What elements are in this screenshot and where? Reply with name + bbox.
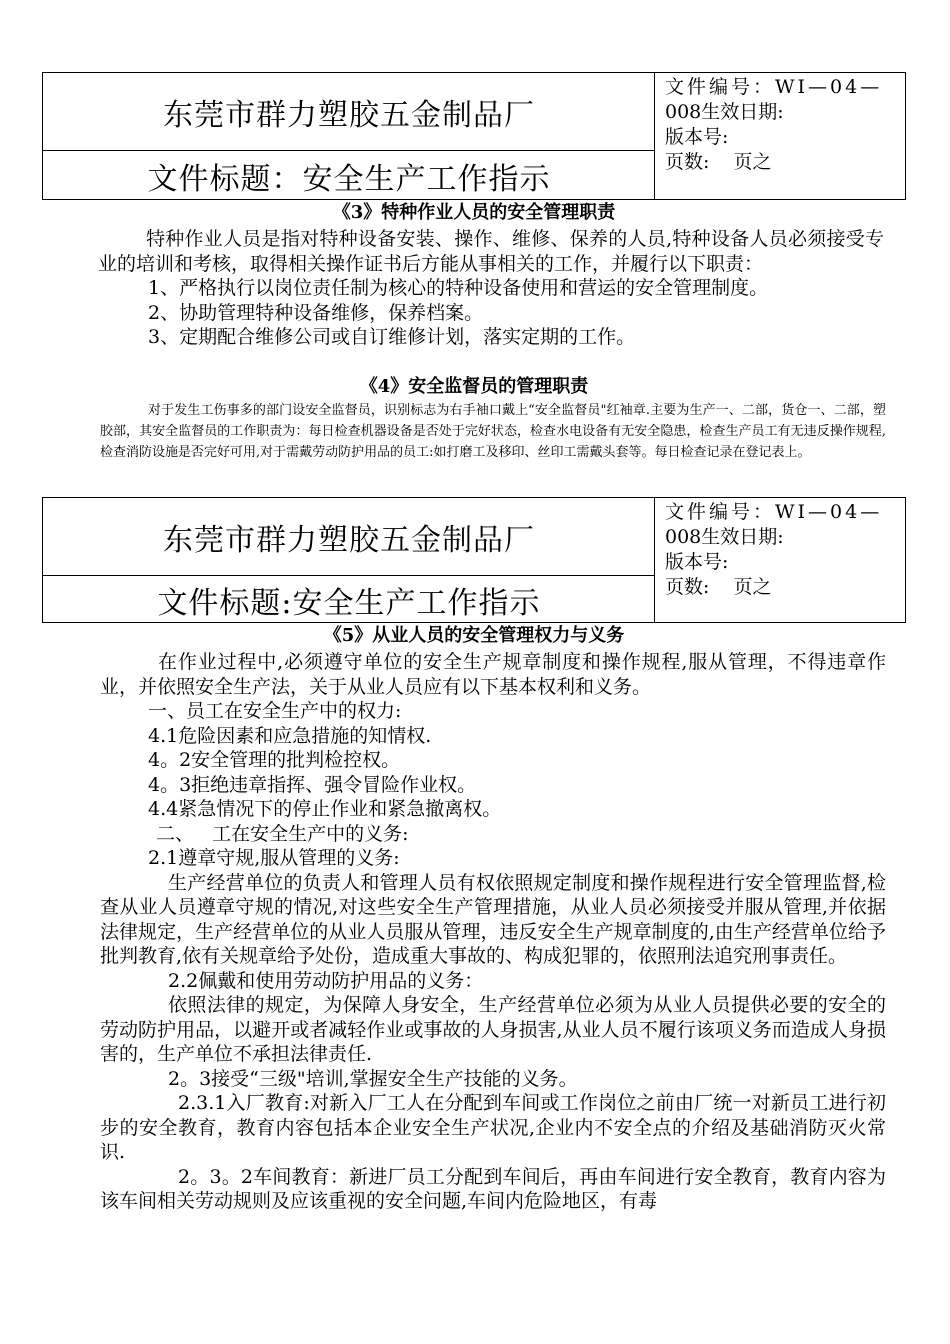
duty-body: 依照法律的规定，为保障人身安全，生产经营单位必须为从业人员提供必要的安全的劳动防护用品，以避开或者减轻作业或事故的人身损害,从业人员不履行该项义务而造成人身损害的，生产单位不承担法律责任. [100, 994, 886, 1065]
header-left-cells [43, 498, 655, 622]
company-name: 东莞市群力塑胶五金制品厂 [43, 73, 655, 151]
document-meta [665, 500, 903, 600]
section-3-item: 2、协助管理特种设备维修，保养档案。 [148, 301, 484, 324]
file-number: 文件编号：WI—04— [665, 76, 883, 98]
page-count: 页数: 页之 [665, 151, 772, 173]
document-header [42, 497, 906, 623]
rights-item: 4.4紧急情况下的停止作业和紧急撤离权。 [148, 798, 502, 820]
rights-item: 4。3拒绝违章指挥、强令冒险作业权。 [148, 773, 477, 796]
effective-date: 008生效日期: [665, 101, 784, 123]
duty-subitem: 2.3.1入厂教育:对新入厂工人在分配到车间或工作岗位之前由厂统一对新员工进行初步的安全教育，教育内容包括本企业安全生产状况,企业内不安全点的介绍及基础消防灭火常识. [100, 1092, 886, 1163]
file-number: 文件编号：WI—04— [665, 501, 883, 523]
section-4-body [100, 400, 886, 463]
document-title: 文件标题：安全生产工作指示 [147, 162, 551, 197]
header-left-cells [43, 73, 655, 199]
effective-date: 008生效日期: [665, 526, 784, 548]
document-meta [665, 75, 903, 175]
rights-heading: 一、员工在安全生产中的权力: [148, 700, 402, 722]
duty-heading: 2.1遵章守规,服从管理的义务: [148, 847, 400, 869]
section-5-intro: 在作业过程中,必须遵守单位的安全生产规章制度和操作规程,服从管理，不得违章作业，并依照安全生产法，关于从业人员应有以下基本权利和义务。 [100, 651, 886, 698]
duty-heading: 2.2佩戴和使用劳动防护用品的义务： [168, 969, 484, 992]
rights-item: 4。2安全管理的批判检控权。 [148, 749, 401, 771]
version-number: 版本号: [665, 551, 729, 573]
section-3-item: 3、定期配合维修公司或自订维修计划，落实定期的工作。 [148, 326, 636, 348]
section-4-text: 对于发生工伤事多的部门设安全监督员，识别标志为右手袖口戴上“安全监督员"红袖章.主要为生产一、二部，货仓一、二部，塑胶部，其安全监督员的工作职责为：每日检查机器设备是否处于完好状态，检查水电设备有无安全隐患，检查生产员工有无违反操作规程,检查消防设施是否完好可用,对于需戴劳动防护用品的员工:如打磨工及移印、丝印工需戴头套等。每日检查记录在登记表上。 [100, 403, 886, 460]
page-count: 页数: 页之 [665, 576, 772, 598]
company-name: 东莞市群力塑胶五金制品厂 [43, 498, 655, 576]
section-3-title: 《3》特种作业人员的安全管理职责 [332, 202, 616, 223]
section-3-intro: 特种作业人员是指对特种设备安装、操作、维修、保养的人员,特种设备人员必须接受专业的培训和考核，取得相关操作证书后方能从事相关的工作，并履行以下职责： [98, 228, 884, 275]
duties-heading: 二、 工在安全生产中的义务: [156, 822, 409, 845]
duty-heading: 2。3接受“三级"培训,掌握安全生产技能的义务。 [168, 1067, 578, 1090]
rights-item: 4.1危险因素和应急措施的知情权. [148, 724, 432, 747]
document-header [42, 72, 906, 200]
duty-body: 生产经营单位的负责人和管理人员有权依照规定制度和操作规程进行安全管理监督,检查从业人员遵章守规的情况,对这些安全生产管理措施，从业人员必须接受并服从管理,并依据法律规定，生产经营单位的从业人员服从管理，违反安全生产规章制度的,由生产经营单位给予批判教育,依有关规章给予处份，造成重大事故的、构成犯罪的，依照刑法追究刑事责任。 [100, 871, 886, 967]
version-number: 版本号: [665, 126, 729, 148]
section-5-title: 《5》从业人员的安全管理权力与义务 [323, 625, 625, 646]
section-3-item: 1、严格执行以岗位责任制为核心的特种设备使用和营运的安全管理制度。 [148, 277, 769, 299]
section-4-title: 《4》安全监督员的管理职责 [359, 376, 589, 397]
section-3-body [100, 227, 884, 350]
document-title: 文件标题:安全生产工作指示 [157, 586, 541, 621]
section-5-body [100, 650, 886, 1214]
duty-subitem: 2。3。2车间教育：新进厂员工分配到车间后，再由车间进行安全教育，教育内容为该车间相关劳动规则及应该重视的安全问题,车间内危险地区，有毒 [100, 1165, 886, 1212]
